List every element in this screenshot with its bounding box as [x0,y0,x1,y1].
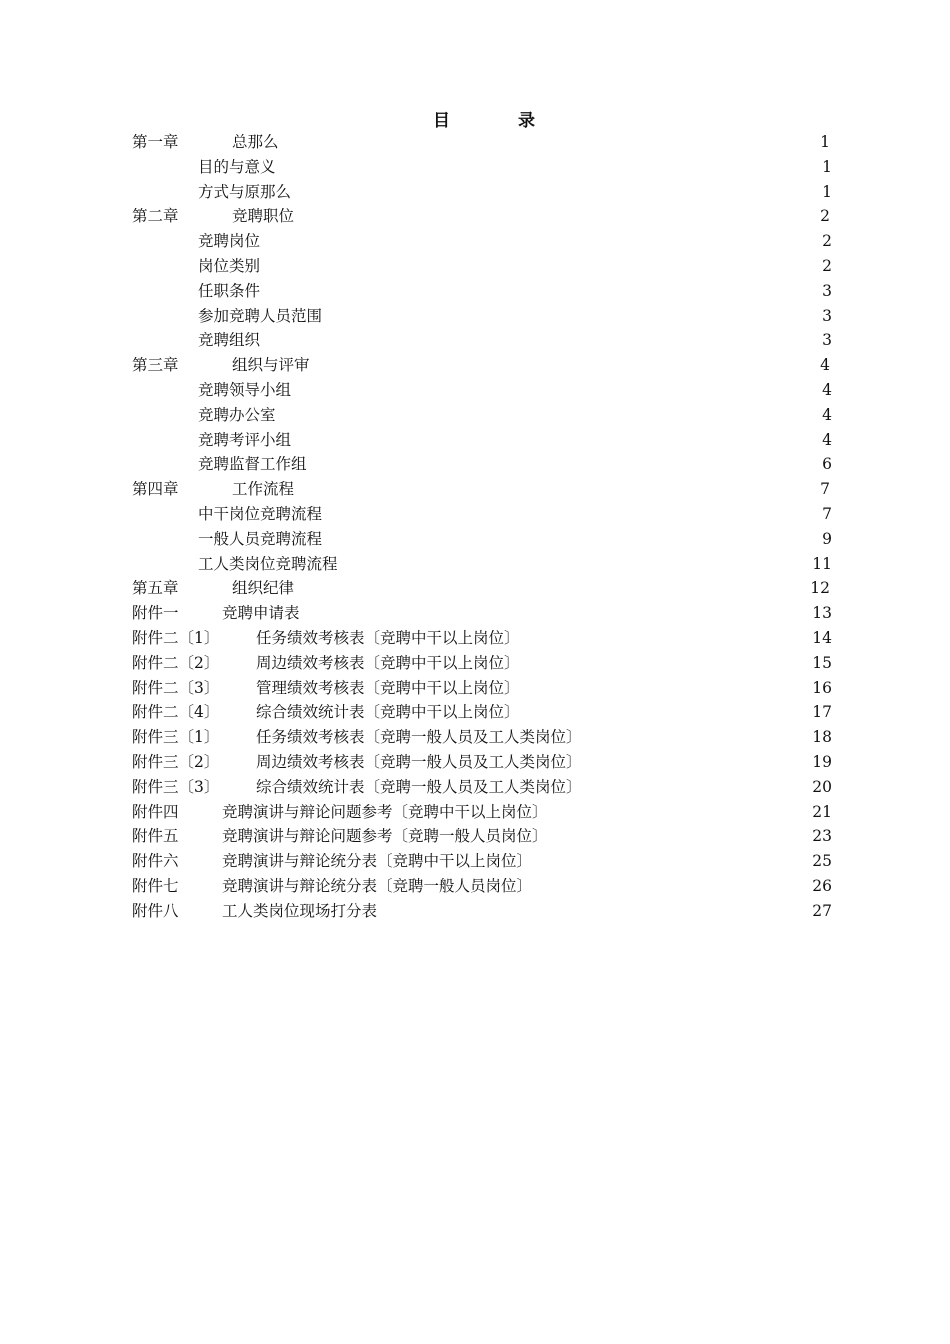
toc-entry-page-number: 18 [812,728,832,747]
toc-entry-page-number: 1 [822,182,832,201]
toc-entry-title: 中干岗位竞聘流程 [198,505,323,523]
toc-entry[interactable] [132,626,832,650]
toc-entry-title: 一般人员竞聘流程 [198,529,323,548]
toc-entry-label [132,651,520,675]
toc-entry-title: 任务绩效考核表〔竞聘中干以上岗位〕 [256,629,520,647]
toc-entry-title: 竞聘演讲与辩论统分表〔竞聘中干以上岗位〕 [222,852,533,871]
toc-entry-page-number: 3 [822,281,832,300]
toc-entry-title: 竞聘演讲与辩论统分表〔竞聘一般人员岗位〕 [222,877,533,895]
toc-entry[interactable] [198,180,832,204]
toc-entry[interactable] [132,204,830,228]
toc-entry-number: 附件三〔2〕 [132,753,220,771]
toc-entry-title: 管理绩效考核表〔竞聘中干以上岗位〕 [256,678,520,697]
toc-entry-title: 周边绩效考核表〔竞聘一般人员及工人类岗位〕 [256,753,582,771]
toc-entry-label [132,601,300,625]
toc-entry[interactable] [132,676,832,700]
toc-entry-title: 任务绩效考核表〔竞聘一般人员及工人类岗位〕 [256,728,582,747]
toc-entry-number: 附件五 [132,827,179,846]
toc-entry-title: 竞聘职位 [232,207,295,226]
toc-entry-label [132,353,310,377]
toc-entry-number: 附件六 [132,852,179,871]
toc-entry-page-number: 12 [810,579,830,598]
toc-entry-title: 工人类岗位竞聘流程 [198,554,338,573]
toc-entry-label [198,428,291,452]
toc-entry-page-number: 14 [812,629,832,647]
toc-entry-page-number: 2 [822,232,832,251]
toc-entry[interactable] [132,849,832,873]
toc-entry-title: 工人类岗位现场打分表 [222,901,378,920]
toc-entry-label [198,180,291,204]
toc-entry-page-number: 7 [822,505,832,523]
toc-entry-page-number: 27 [812,901,832,920]
toc-entry[interactable] [132,874,832,898]
toc-entry[interactable] [198,328,832,352]
toc-entry-label [198,378,291,402]
toc-entry-number: 附件一 [132,604,179,623]
toc-entry-label [198,552,338,576]
toc-entry-page-number: 15 [812,653,832,672]
toc-title-char-1: 目 [433,111,450,131]
toc-entry-title: 岗位类别 [198,257,261,275]
toc-entry-title: 组织纪律 [232,579,295,598]
toc-entry[interactable] [132,775,832,799]
toc-entry[interactable] [198,428,832,452]
toc-entry-number: 附件三〔3〕 [132,777,220,796]
toc-entry-number: 附件八 [132,901,179,920]
toc-entry[interactable] [132,824,832,848]
toc-entry[interactable] [198,229,832,253]
toc-entry-label [198,527,322,551]
toc-entry-number: 附件二〔2〕 [132,653,220,672]
toc-entry-label [132,725,582,749]
toc-entry[interactable] [132,899,832,923]
toc-entry-page-number: 21 [812,802,832,821]
toc-entry-number: 附件二〔1〕 [132,629,220,647]
toc-entry-label [198,452,307,476]
toc-entry-label [198,304,322,328]
toc-entry-page-number: 3 [822,331,832,350]
toc-entry-page-number: 4 [822,405,832,424]
toc-entry-title: 竞聘申请表 [222,604,300,623]
toc-entry-page-number: 17 [812,703,832,722]
toc-entry-number: 第三章 [132,356,179,375]
toc-entry[interactable] [132,576,830,600]
toc-entry-label [132,800,548,824]
toc-entry-label [198,502,322,526]
toc-entry-number: 第四章 [132,480,179,499]
toc-entry-label [132,750,582,774]
toc-entry[interactable] [132,651,832,675]
toc-entry-label [132,204,294,228]
toc-entry-page-number: 11 [812,554,832,573]
toc-entry-title: 竞聘组织 [198,331,261,350]
toc-entry-title: 竞聘领导小组 [198,381,292,399]
toc-entry-page-number: 4 [822,430,832,449]
toc-entry[interactable] [198,378,832,402]
toc-entry-page-number: 9 [822,529,832,548]
toc-entry-label [132,824,548,848]
toc-entry-label [132,775,582,799]
toc-entry-page-number: 7 [820,480,830,499]
toc-entry[interactable] [132,353,830,377]
toc-entry-title: 目的与意义 [198,157,276,176]
toc-entry-number: 第一章 [132,133,179,151]
toc-entry-label [198,328,260,352]
toc-entry[interactable] [198,452,832,476]
toc-entry-page-number: 6 [822,455,832,474]
toc-entry-page-number: 25 [812,852,832,871]
toc-entry[interactable] [198,552,832,576]
toc-entry-title: 方式与原那么 [198,182,292,201]
toc-entry[interactable] [132,130,830,154]
toc-title [0,106,950,131]
toc-entry-page-number: 3 [822,306,832,325]
toc-entry-title: 周边绩效考核表〔竞聘中干以上岗位〕 [256,653,520,672]
toc-entry[interactable] [198,403,832,427]
toc-entry-title: 总那么 [232,133,279,151]
toc-entry[interactable] [198,304,832,328]
toc-entry-title: 竞聘演讲与辩论问题参考〔竞聘中干以上岗位〕 [222,802,548,821]
toc-entry[interactable] [198,254,832,278]
toc-entry[interactable] [132,725,832,749]
toc-entry-title: 竞聘岗位 [198,232,261,251]
toc-entry-page-number: 2 [820,207,830,226]
toc-entry-label [132,626,520,650]
toc-entry-title: 竞聘监督工作组 [198,455,307,474]
toc-entry-label [132,676,520,700]
toc-entry[interactable] [198,527,832,551]
toc-entry[interactable] [132,700,832,724]
toc-entry-title: 工作流程 [232,480,295,499]
toc-entry-label [198,403,276,427]
toc-entry-page-number: 13 [812,604,832,623]
toc-entry-number: 附件二〔3〕 [132,678,220,697]
toc-entry-page-number: 1 [822,157,832,176]
toc-entry-page-number: 20 [812,777,832,796]
toc-entry-label [198,155,276,179]
toc-entry-page-number: 4 [820,356,830,375]
toc-entry-page-number: 16 [812,678,832,697]
toc-entry-page-number: 26 [812,877,832,895]
toc-entry-number: 附件七 [132,877,179,895]
toc-title-char-2: 录 [518,111,535,131]
toc-entry-page-number: 1 [820,133,830,151]
toc-entry-title: 综合绩效统计表〔竞聘中干以上岗位〕 [256,703,520,722]
toc-entry-label [198,254,260,278]
toc-entry-title: 综合绩效统计表〔竞聘一般人员及工人类岗位〕 [256,777,582,796]
toc-entry-number: 第二章 [132,207,179,226]
toc-entry-label [132,130,279,154]
toc-entry-page-number: 2 [822,257,832,275]
toc-entry-title: 组织与评审 [232,356,310,375]
toc-entry-number: 附件四 [132,802,179,821]
toc-entry-label [132,874,532,898]
toc-entry[interactable] [198,279,832,303]
toc-entry[interactable] [132,800,832,824]
toc-entry-label [132,849,532,873]
toc-entry[interactable] [132,601,832,625]
toc-entry-number: 附件二〔4〕 [132,703,220,722]
toc-entry-label [198,279,260,303]
toc-entry[interactable] [132,477,830,501]
toc-entry-title: 竞聘办公室 [198,405,276,424]
toc-entry-page-number: 4 [822,381,832,399]
toc-entry[interactable] [198,155,832,179]
toc-entry-label [132,899,377,923]
toc-entry-title: 任职条件 [198,281,261,300]
toc-entry-label [132,477,294,501]
toc-entry-label [132,576,294,600]
toc-entry[interactable] [132,750,832,774]
toc-entry-number: 第五章 [132,579,179,598]
toc-entry-page-number: 19 [812,753,832,771]
toc-entry-label [132,700,520,724]
toc-entry-page-number: 23 [812,827,832,846]
toc-entry[interactable] [198,502,832,526]
toc-entry-title: 参加竞聘人员范围 [198,306,323,325]
toc-entry-title: 竞聘考评小组 [198,430,292,449]
toc-entry-number: 附件三〔1〕 [132,728,220,747]
toc-entry-title: 竞聘演讲与辩论问题参考〔竞聘一般人员岗位〕 [222,827,548,846]
toc-entry-label [198,229,260,253]
